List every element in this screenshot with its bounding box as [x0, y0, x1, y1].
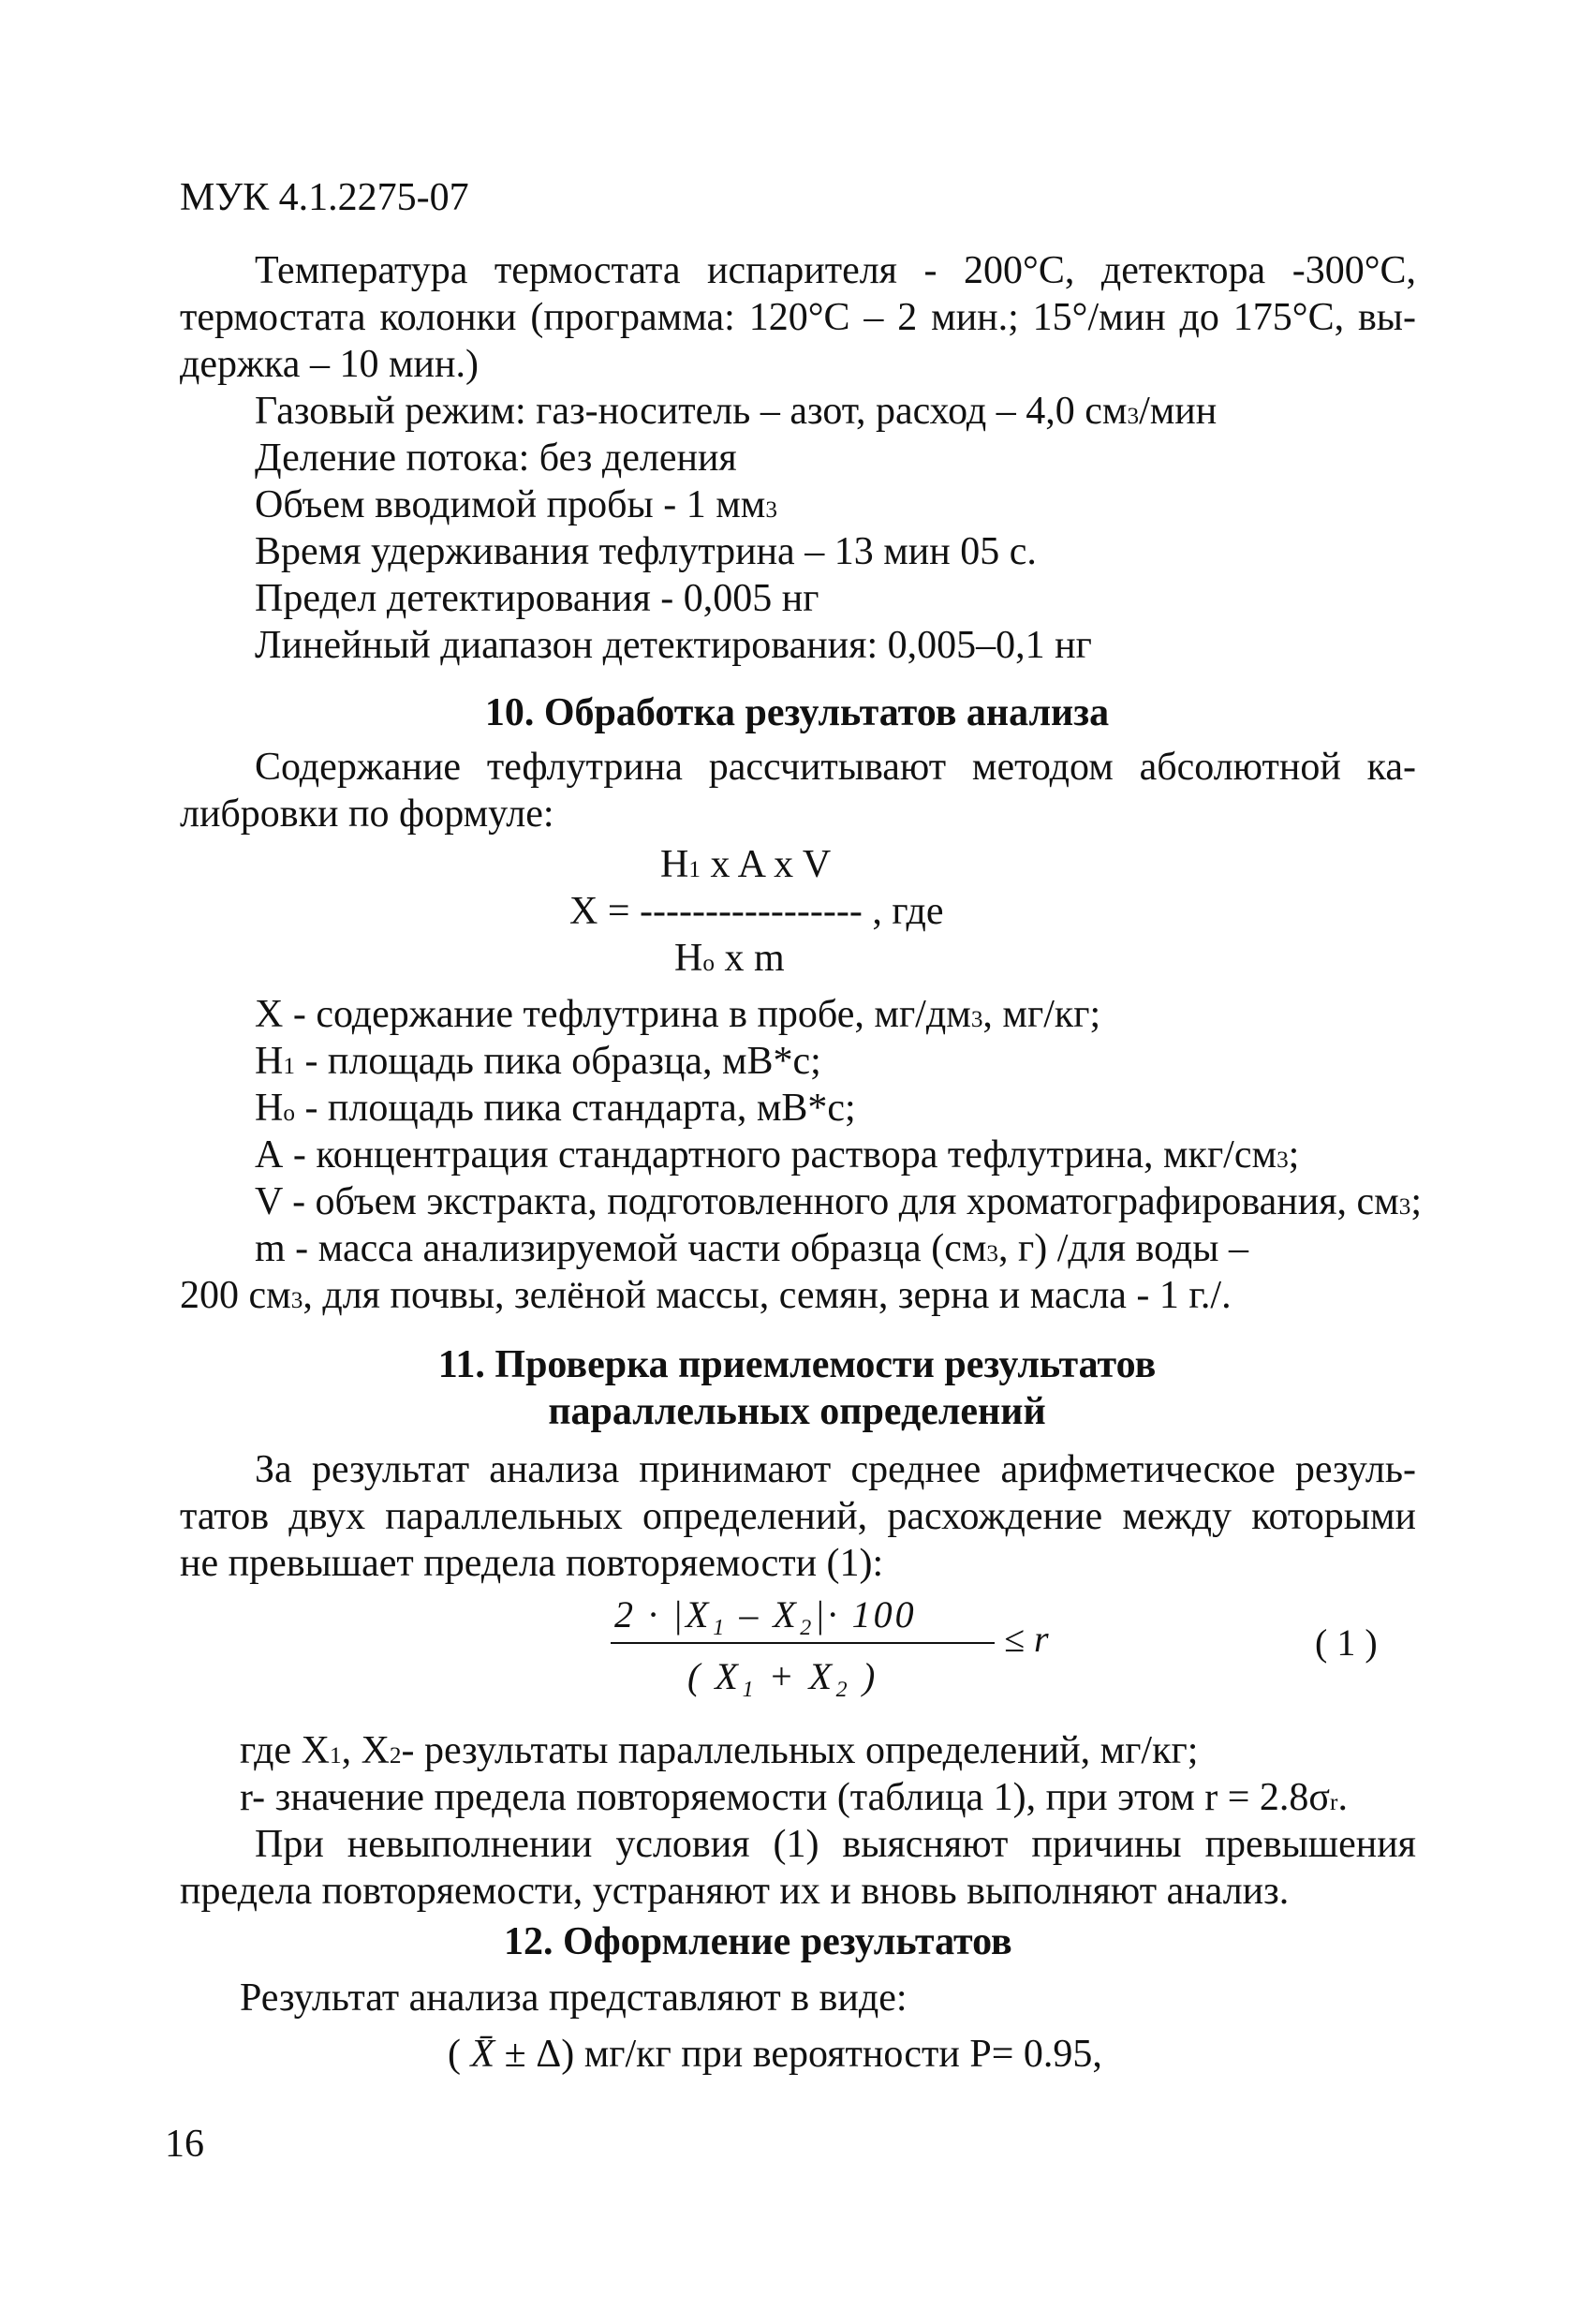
condition-linear-range: Линейный диапазон детектирования: 0,005–0,1 нг — [255, 624, 1092, 667]
definition-h1: $H_1$ - площадь пика образца, мВ*с; — [255, 1040, 821, 1083]
section-11-paragraph-line-2: татов двух параллельных определений, расхождение между которыми — [180, 1495, 1416, 1538]
formula-denominator: $H_o$ x m — [674, 937, 785, 980]
section-10-title: 10. Обработка результатов анализа — [484, 691, 1110, 734]
definition-m-line-1: m - масса анализируемой части образца ($см^3$, г) /для воды – — [255, 1227, 1248, 1270]
equation-denominator: ( X₁ + X₂ ) — [687, 1655, 878, 1697]
section-12-title: 12. Оформление результатов — [504, 1920, 1012, 1963]
condition-retention-time: Время удерживания тефлутрина – 13 мин 05 с. — [255, 530, 1037, 573]
definition-x: X - содержание тефлутрина в пробе, $мг/дм^3$, мг/кг; — [255, 993, 1101, 1036]
definition-a: А - концентрация стандартного раствора тефлутрина, мкг/$см^3$; — [255, 1133, 1300, 1177]
definition-v: V - объем экстракта, подготовленного для хроматографирования, $см^3$; — [255, 1180, 1423, 1223]
where-r: r- значение предела повторяемости (таблица 1), при этом $r = 2.8\sigma_r$. — [240, 1776, 1348, 1819]
section-11-paragraph-line-1: За результат анализа принимают среднее арифметическое резуль- — [255, 1448, 1416, 1491]
section-11-title-line-1: 11. Проверка приемлемости результатов — [437, 1343, 1157, 1386]
condition-gas-mode: Газовый режим: газ-носитель – азот, расход – 4,0 $см^3$/мин — [255, 390, 1218, 433]
section-10-paragraph-line-1: Содержание тефлутрина рассчитывают методом абсолютной ка- — [255, 746, 1416, 789]
equation-number: ( 1 ) — [1315, 1621, 1378, 1664]
definition-m-line-2: 200 $см^3$, для почвы, зелёной массы, семян, зерна и масла - 1 г./. — [180, 1274, 1232, 1317]
equation-numerator: 2 · |X₁ – X₂|· 100 — [614, 1593, 917, 1636]
equation-fraction-bar — [611, 1642, 995, 1644]
equation-relation: ≤ r — [1004, 1618, 1049, 1660]
where-x1-x2: где $X_1$, $X_2-$ результаты параллельных определений, мг/кг; — [240, 1729, 1199, 1772]
section-11-title-line-2: параллельных определений — [548, 1390, 1046, 1433]
condition-temperature-line-2: термостата колонки (программа: 120°С – 2 мин.; 15°/мин до 175°С, вы- — [180, 296, 1416, 339]
condition-flow-split: Деление потока: без деления — [255, 437, 737, 480]
section-10-paragraph-line-2: либровки по формуле: — [180, 792, 554, 836]
condition-detection-limit: Предел детектирования - 0,005 нг — [255, 577, 819, 620]
condition-temperature-line-1: Температура термостата испарителя - 200°С, детектора -300°С, — [255, 249, 1416, 292]
page-number: 16 — [165, 2123, 204, 2166]
document-code: МУК 4.1.2275-07 — [180, 176, 469, 219]
section-11-condition-line-2: предела повторяемости, устраняют их и вновь выполняют анализ. — [180, 1870, 1290, 1913]
section-11-paragraph-line-3: не превышает предела повторяемости (1): — [180, 1542, 884, 1585]
definition-h0: $H_o$ - площадь пика стандарта, мВ*с; — [255, 1087, 856, 1130]
formula-numerator: $H_1$ x A x V — [660, 843, 832, 886]
result-expression: ( X̄ ± Δ) мг/кг при вероятности P= 0.95, — [448, 2033, 1102, 2076]
formula-fraction-line: X = ----------------- , где — [569, 890, 944, 933]
condition-temperature-line-3: держка – 10 мин.) — [180, 343, 479, 386]
section-12-paragraph: Результат анализа представляют в виде: — [240, 1976, 908, 2020]
section-11-condition-line-1: При невыполнении условия (1) выясняют причины превышения — [255, 1823, 1416, 1866]
condition-injection-volume: Объем вводимой пробы - 1 $мм^3$ — [255, 483, 777, 526]
